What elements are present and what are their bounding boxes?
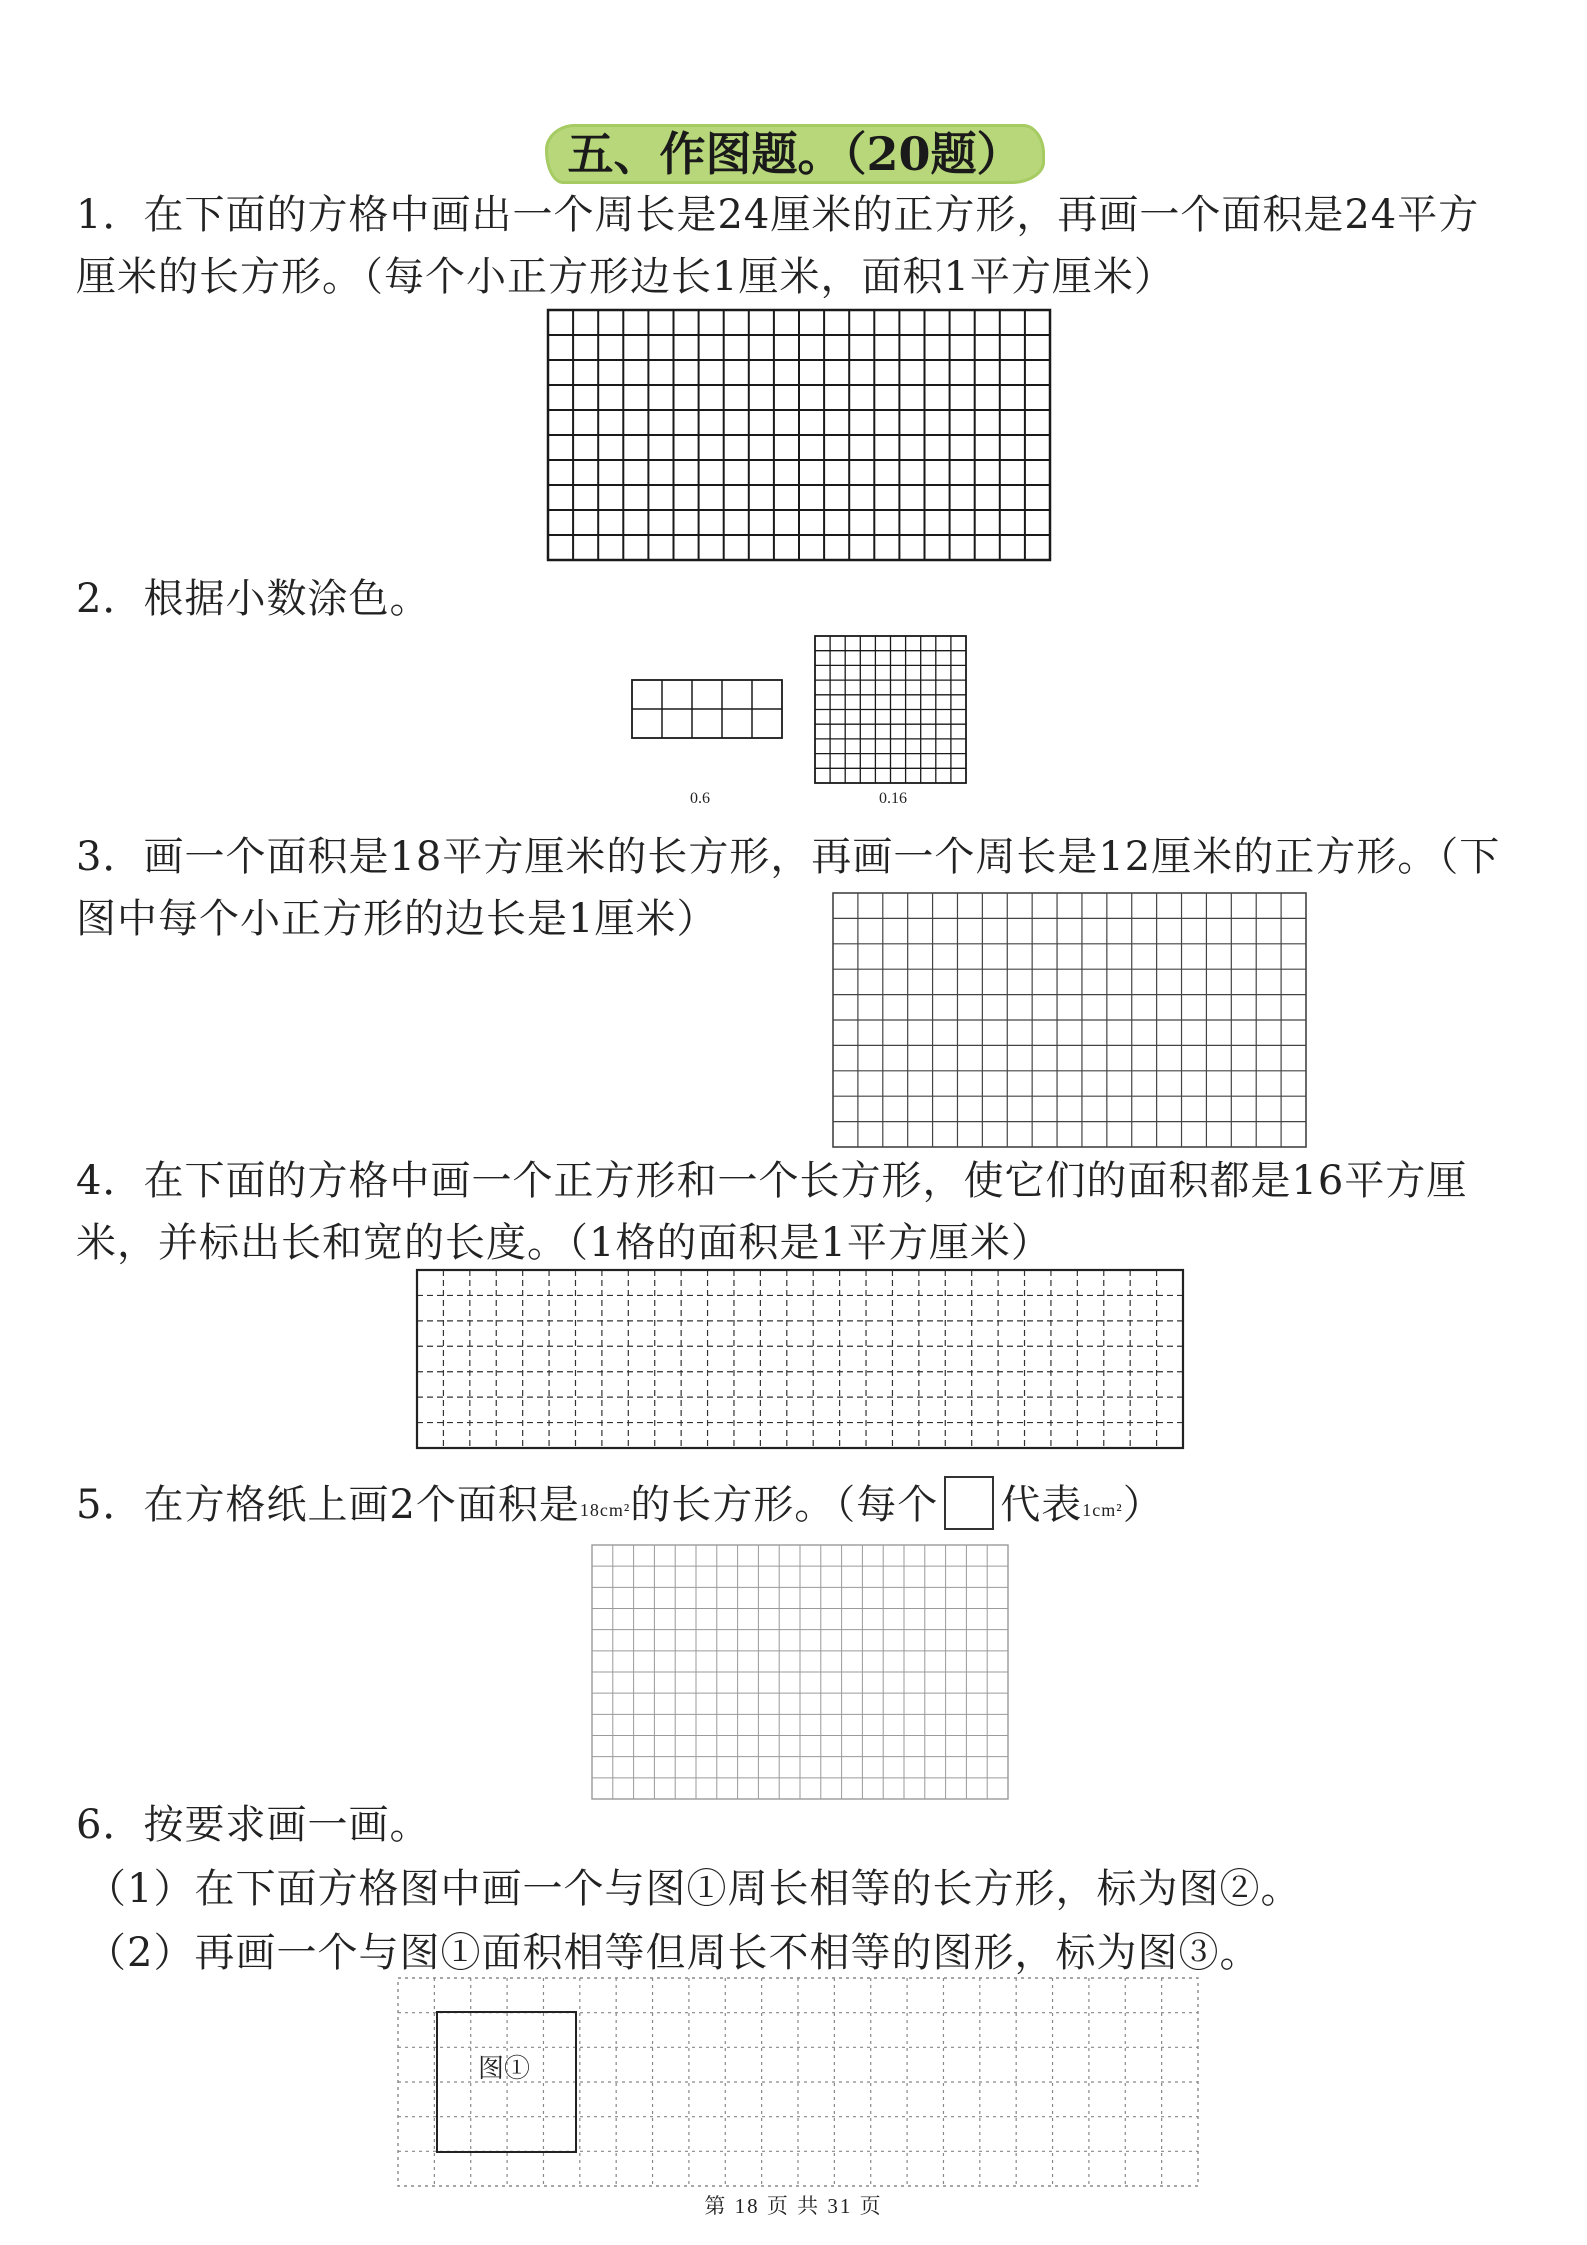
q5-text-part1: 5．在方格纸上画2个面积是 <box>76 1482 580 1528</box>
q5-grid <box>592 1545 1008 1799</box>
q5-area-value: 18cm² <box>579 1500 631 1520</box>
q6-text-line3: （2）再画一个与图①面积相等但周长不相等的图形，标为图③。 <box>86 1930 1261 1976</box>
page-footer: 第 18 页 共 31 页 <box>704 2194 883 2218</box>
section-title: 五、作图题。（20题） <box>567 127 1023 181</box>
q3-grid <box>833 893 1306 1147</box>
q2-text-line1: 2．根据小数涂色。 <box>76 576 431 622</box>
q1-grid <box>548 310 1050 560</box>
q4-text-line1: 4．在下面的方格中画一个正方形和一个长方形，使它们的面积都是16平方厘 <box>76 1158 1468 1204</box>
q6-figure-1-label: 图① <box>478 2054 531 2083</box>
q2-grid-hundredths <box>815 636 966 783</box>
q3-text-line1: 3．画一个面积是18平方厘米的长方形，再画一个周长是12厘米的正方形。（下 <box>76 834 1501 880</box>
q5-unit-square-icon <box>944 1476 994 1530</box>
q5-unit-value: 1cm² <box>1082 1500 1123 1520</box>
q3-text-line2: 图中每个小正方形的边长是1厘米） <box>76 896 718 942</box>
q5-text-part4: ） <box>1122 1482 1164 1528</box>
q4-text-line2: 米，并标出长和宽的长度。（1格的面积是1平方厘米） <box>76 1220 1052 1266</box>
q1-text-line1: 1．在下面的方格中画出一个周长是24厘米的正方形，再画一个面积是24平方 <box>76 192 1480 238</box>
q1-text-line2: 厘米的长方形。（每个小正方形边长1厘米，面积1平方厘米） <box>76 254 1175 300</box>
q5-text <box>76 1474 1164 1541</box>
q6-text-line1: 6．按要求画一画。 <box>76 1802 431 1848</box>
q6-text-line2: （1）在下面方格图中画一个与图①周长相等的长方形，标为图②。 <box>86 1866 1302 1912</box>
q4-dashed-grid <box>417 1270 1183 1448</box>
q5-text-part2: 的长方形。（每个 <box>630 1482 939 1528</box>
q2-label-b: 0.16 <box>879 790 907 807</box>
q2-grid-tenths <box>632 680 782 738</box>
q2-label-a: 0.6 <box>690 790 710 807</box>
q5-text-part3: 代表 <box>1000 1482 1083 1528</box>
section-title-banner <box>545 118 1045 184</box>
